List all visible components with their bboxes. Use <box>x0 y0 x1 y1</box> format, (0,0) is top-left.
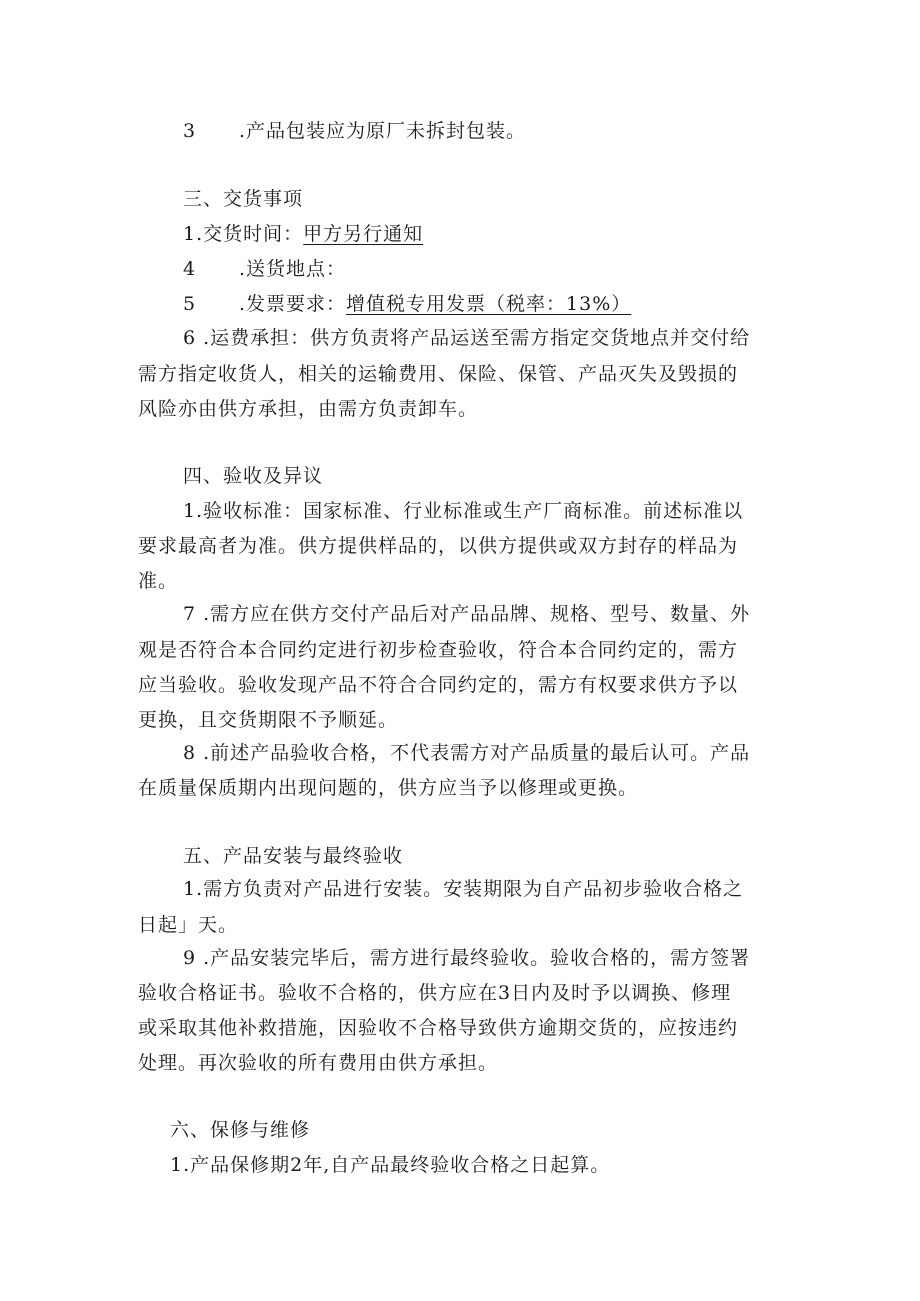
invoice-clause <box>183 291 631 317</box>
acceptance-standard-line-3: 准。 <box>138 570 179 592</box>
section-heading-installation: 五、产品安装与最终验收 <box>183 845 404 867</box>
clause-text: .送货地点： <box>239 258 347 280</box>
installation-clause-line-1: 1.需方负责对产品进行安装。安装期限为自产品初步验收合格之 <box>183 878 744 900</box>
freight-clause-line-3: 风险亦由供方承担，由需方负责卸车。 <box>138 398 479 420</box>
final-acceptance-line-1: 9 .产品安装完毕后，需方进行最终验收。验收合格的，需方签署 <box>183 947 751 969</box>
initial-inspection-line-1: 7 .需方应在供方交付产品后对产品品牌、规格、型号、数量、外 <box>183 603 751 625</box>
acceptance-standard-line-1: 1.验收标准：国家标准、行业标准或生产厂商标准。前述标准以 <box>183 500 744 522</box>
clause-label: 1.交货时间： <box>183 223 304 245</box>
section-heading-delivery: 三、交货事项 <box>183 188 304 210</box>
acceptance-standard-line-2: 要求最高者为准。供方提供样品的，以供方提供或双方封存的样品为 <box>138 535 739 557</box>
initial-inspection-line-3: 应当验收。验收发现产品不符合合同约定的，需方有权要求供方予以 <box>138 674 739 696</box>
clause-label: .发票要求： <box>239 293 347 315</box>
final-acceptance-line-2: 验收合格证书。验收不合格的，供方应在3日内及时予以调换、修理 <box>138 982 732 1004</box>
clause-number: 3 <box>183 120 197 142</box>
final-acceptance-line-4: 处理。再次验收的所有费用由供方承担。 <box>138 1052 499 1074</box>
warranty-period-clause: 1.产品保修期2年,自产品最终验收合格之日起算。 <box>170 1154 611 1176</box>
freight-clause-line-2: 需方指定收货人，相关的运输费用、保险、保管、产品灭失及毁损的 <box>138 363 739 385</box>
initial-inspection-line-2: 观是否符合本合同约定进行初步检查验收，符合本合同约定的，需方 <box>138 639 739 661</box>
quality-clause-line-2: 在质量保质期内出现问题的，供方应当予以修理或更换。 <box>138 777 639 799</box>
delivery-time-value: 甲方另行通知 <box>303 223 424 245</box>
freight-clause-line-1: 6 .运费承担：供方负责将产品运送至需方指定交货地点并交付给 <box>183 327 751 349</box>
quality-clause-line-1: 8 .前述产品验收合格，不代表需方对产品质量的最后认可。产品 <box>183 742 751 764</box>
clause-number: 4 <box>183 258 197 280</box>
installation-clause-line-2: 日起」天。 <box>138 914 239 936</box>
clause-text: .产品包装应为原厂未拆封包装。 <box>239 120 527 142</box>
invoice-value: 增值税专用发票（税率：13%） <box>346 293 632 315</box>
delivery-location-clause <box>183 256 346 282</box>
initial-inspection-line-4: 更换，且交货期限不予顺延。 <box>138 709 399 731</box>
delivery-time-clause <box>183 221 423 247</box>
section-heading-acceptance: 四、验收及异议 <box>183 465 324 487</box>
packaging-clause <box>183 118 526 144</box>
clause-number: 5 <box>183 293 197 315</box>
section-heading-warranty: 六、保修与维修 <box>170 1119 311 1141</box>
final-acceptance-line-3: 或采取其他补救措施，因验收不合格导致供方逾期交货的，应按违约 <box>138 1017 739 1039</box>
